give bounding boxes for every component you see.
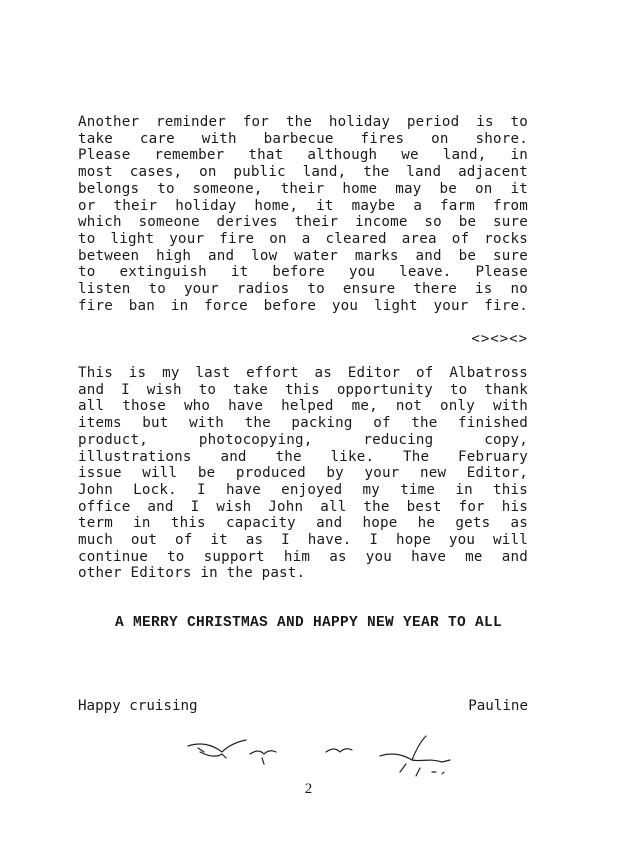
text-line: John Lock. I have enjoyed my time in this	[78, 481, 528, 498]
seagull-icon	[188, 740, 246, 758]
text-line: most cases, on public land, the land adjacent	[78, 164, 528, 181]
text-line: much out of it as I have. I hope you will	[78, 532, 528, 549]
text-line: continue to support him as you have me and	[78, 548, 528, 565]
text-line: items but with the packing of the finished	[78, 415, 528, 432]
seagulls-illustration	[180, 728, 470, 788]
text-line: Please remember that although we land, in	[78, 147, 528, 164]
text-line: between high and low water marks and be sure	[78, 247, 528, 264]
text-line: to light your fire on a cleared area of rocks	[78, 230, 528, 247]
closing-phrase: Happy cruising	[78, 698, 198, 714]
text-line: issue will be produced by your new Editor,	[78, 465, 528, 482]
text-line: or their holiday home, it maybe a farm from	[78, 197, 528, 214]
text-line: Another reminder for the holiday period is to	[78, 114, 528, 130]
text-line: term in this capacity and hope he gets as	[78, 515, 528, 532]
seagull-icon	[250, 751, 276, 764]
text-line: which someone derives their income so be sure	[78, 214, 528, 231]
page-number: 2	[304, 781, 313, 797]
text-line: other Editors in the past.	[78, 565, 306, 582]
text-line: fire ban in force before you light your fire.	[78, 297, 528, 314]
text-line: to extinguish it before you leave. Please	[78, 264, 528, 281]
text-line: product, photocopying, reducing copy,	[78, 431, 528, 448]
section-separator: <><><>	[471, 331, 528, 347]
text-line: office and I wish John all the best for his	[78, 498, 528, 515]
text-line: take care with barbecue fires on shore.	[78, 130, 528, 147]
signature-name: Pauline	[468, 698, 528, 714]
text-line: This is my last effort as Editor of Albatross	[78, 365, 528, 381]
seagull-icon	[326, 749, 352, 752]
paragraph-barbecue-reminder	[78, 114, 528, 314]
text-line: illustrations and the like. The February	[78, 448, 528, 465]
text-line: belongs to someone, their home may be on it	[78, 180, 528, 197]
seagull-icon	[380, 736, 450, 776]
paragraph-editor-farewell	[78, 365, 528, 582]
holiday-greeting: A MERRY CHRISTMAS AND HAPPY NEW YEAR TO ALL	[114, 615, 503, 631]
text-line: and I wish to take this opportunity to thank	[78, 381, 528, 398]
text-line: listen to your radios to ensure there is no	[78, 281, 528, 298]
text-line: all those who have helped me, not only with	[78, 398, 528, 415]
